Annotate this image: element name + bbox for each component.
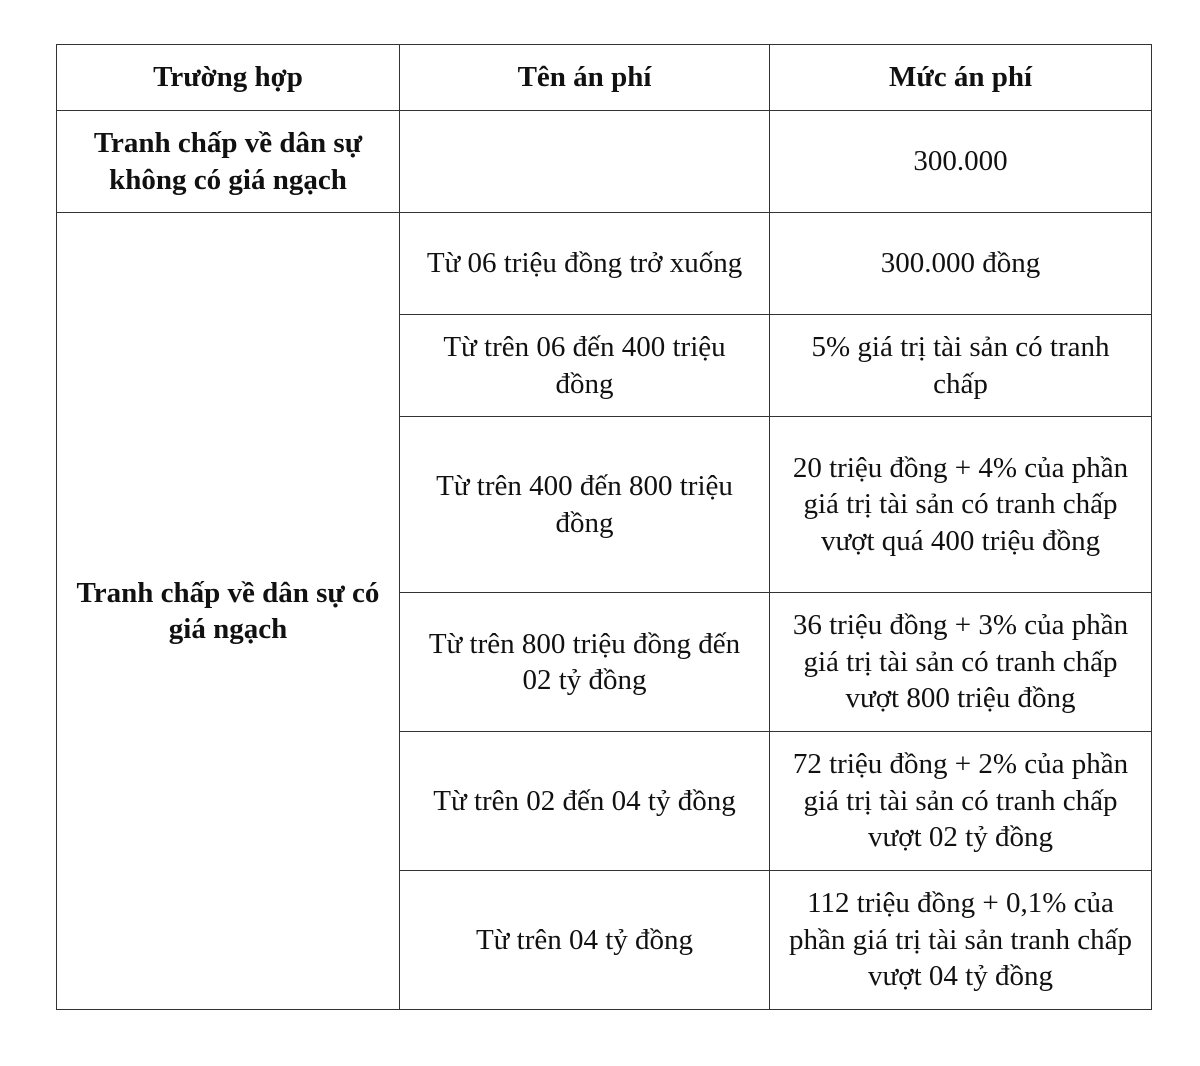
case-cell: Tranh chấp về dân sự không có giá ngạch xyxy=(57,111,400,213)
fee-name-cell: Từ trên 400 đến 800 triệu đồng xyxy=(400,417,770,593)
fee-name-cell: Từ trên 800 triệu đồng đến 02 tỷ đồng xyxy=(400,593,770,732)
table-row xyxy=(57,111,1152,213)
fee-level-cell: 112 triệu đồng + 0,1% của phần giá trị tài sản tranh chấp vượt 04 tỷ đồng xyxy=(770,871,1152,1010)
fee-name-cell xyxy=(400,111,770,213)
fee-name-cell: Từ trên 04 tỷ đồng xyxy=(400,871,770,1010)
case-cell: Tranh chấp về dân sự có giá ngạch xyxy=(57,213,400,1010)
fee-level-cell: 300.000 xyxy=(770,111,1152,213)
fee-name-cell: Từ trên 06 đến 400 triệu đồng xyxy=(400,315,770,417)
fee-level-cell: 36 triệu đồng + 3% của phần giá trị tài sản có tranh chấp vượt 800 triệu đồng xyxy=(770,593,1152,732)
table-row xyxy=(57,213,1152,315)
header-row xyxy=(57,45,1152,111)
fee-level-cell: 72 triệu đồng + 2% của phần giá trị tài sản có tranh chấp vượt 02 tỷ đồng xyxy=(770,732,1152,871)
table-header xyxy=(57,45,1152,111)
table-body xyxy=(57,111,1152,1010)
fee-level-cell: 20 triệu đồng + 4% của phần giá trị tài sản có tranh chấp vượt quá 400 triệu đồng xyxy=(770,417,1152,593)
fee-level-cell: 5% giá trị tài sản có tranh chấp xyxy=(770,315,1152,417)
fee-name-cell: Từ trên 02 đến 04 tỷ đồng xyxy=(400,732,770,871)
header-fee-name: Tên án phí xyxy=(400,45,770,111)
fee-level-cell: 300.000 đồng xyxy=(770,213,1152,315)
fee-name-cell: Từ 06 triệu đồng trở xuống xyxy=(400,213,770,315)
header-fee-level: Mức án phí xyxy=(770,45,1152,111)
header-case: Trường hợp xyxy=(57,45,400,111)
court-fee-table xyxy=(56,44,1152,1010)
